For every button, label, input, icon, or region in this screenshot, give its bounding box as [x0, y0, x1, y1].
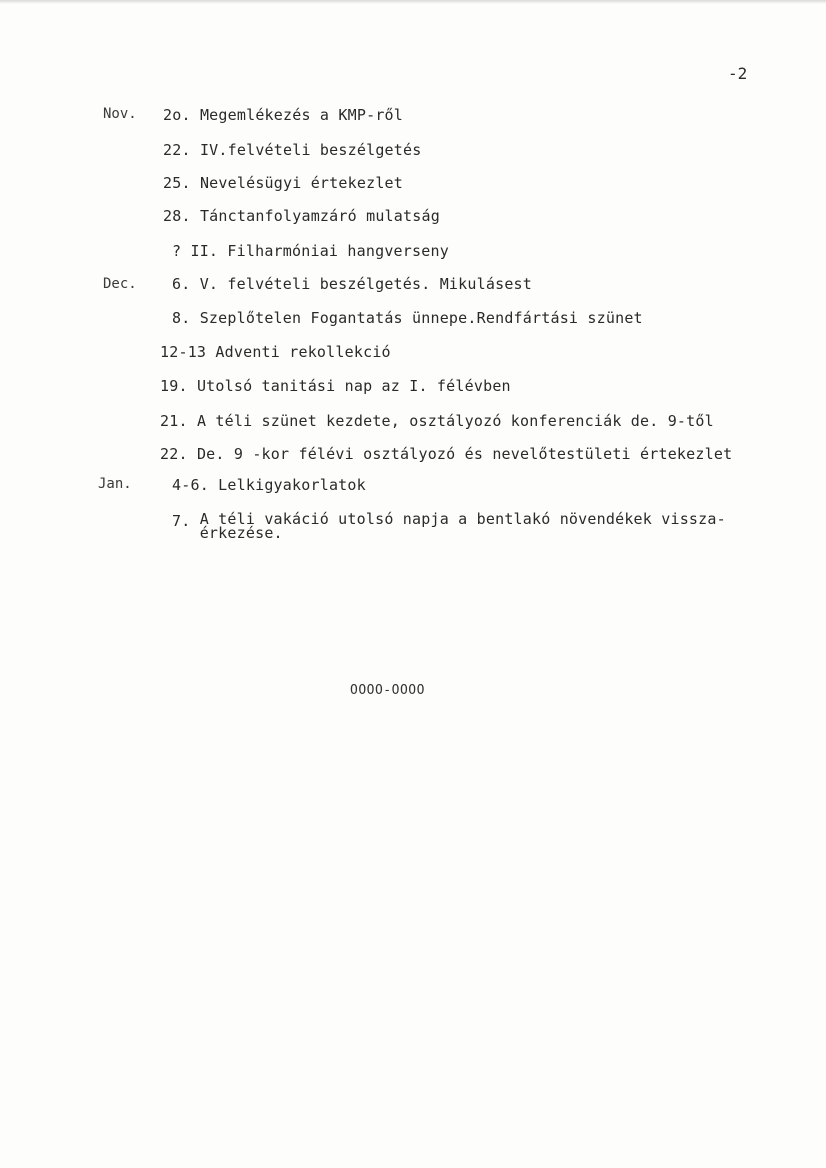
entry-text: A téli szünet kezdete, osztályozó konferenciák de. 9-től [196, 412, 714, 430]
entry-day: 4-6. [172, 476, 209, 494]
entry-day: 22. [160, 445, 188, 463]
entry-day: 22. [163, 141, 191, 159]
entry-day: 28. [163, 207, 191, 225]
entry-text: Szeplőtelen Fogantatás ünnepe.Rendfártási szünet [199, 309, 643, 327]
schedule-entry [172, 275, 532, 293]
entry-day: 8. [172, 309, 191, 327]
entry-day: 7. [172, 512, 191, 530]
schedule-entry [172, 476, 366, 494]
entry-text: Nevelésügyi értekezlet [199, 174, 404, 192]
entry-day: 21. [160, 412, 188, 430]
schedule-entry [163, 141, 421, 159]
entry-text: Utolsó tanitási nap az I. félévben [196, 377, 511, 395]
month-label-december: Dec. [103, 276, 137, 292]
scan-edge [0, 0, 826, 4]
schedule-entry [163, 106, 403, 124]
schedule-entry [172, 512, 800, 540]
entry-text: II. Filharmóniai hangverseny [190, 242, 449, 260]
entry-text: A téli vakáció utolsó napja a bentlakó növendékek vissza-érkezése. [199, 510, 726, 542]
schedule-entry [160, 343, 391, 361]
entry-day: 12-13 [160, 343, 207, 361]
schedule-entry [160, 377, 511, 395]
entry-text: Adventi rekollekció [215, 343, 391, 361]
page-number: -2 [728, 64, 748, 83]
entry-day: 25. [163, 174, 191, 192]
schedule-entry [160, 445, 732, 463]
entry-text: Megemlékezés a KMP-ről [199, 106, 404, 124]
entry-text: IV.felvételi beszélgetés [199, 141, 422, 159]
month-label-january: Jan. [98, 476, 132, 492]
month-label-november: Nov. [103, 106, 137, 122]
entry-text: Tánctanfolyamzáró mulatság [199, 207, 440, 225]
entry-day: 2o. [163, 106, 191, 124]
schedule-entry [163, 174, 403, 192]
entry-day: 6. [172, 275, 191, 293]
entry-text: Lelkigyakorlatok [218, 476, 366, 494]
entry-day: ? [172, 242, 182, 260]
entry-day: 19. [160, 377, 188, 395]
schedule-entry [172, 242, 449, 260]
schedule-entry [160, 412, 714, 430]
end-mark: OOOO-OOOO [350, 683, 425, 698]
entry-text: De. 9 -kor félévi osztályozó és nevelőtestületi értekezlet [196, 445, 733, 463]
schedule-entry [163, 207, 440, 225]
entry-text: V. felvételi beszélgetés. Mikulásest [199, 275, 533, 293]
schedule-entry [172, 309, 643, 327]
